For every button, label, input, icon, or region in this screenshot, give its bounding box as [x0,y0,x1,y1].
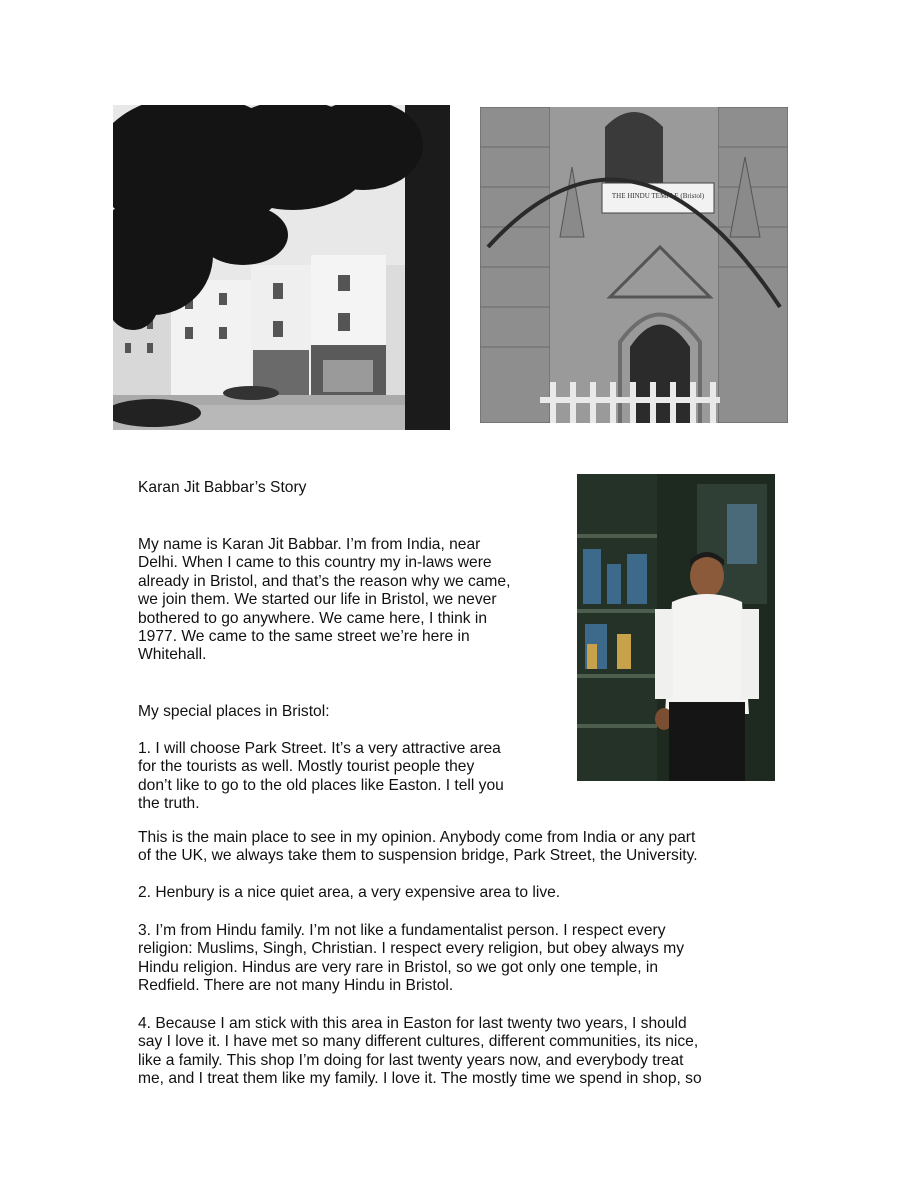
place-1-paragraph: 1. I will choose Park Street. It’s a very attractive area for the tourists as well. Mostly tourist people they don’t like to go to the old places like Easton. I tell you the truth. [138,740,504,813]
special-places-heading: My special places in Bristol: [138,703,330,720]
place-1-continuation-paragraph: This is the main place to see in my opinion. Anybody come from India or any part of the UK, we always take them to suspension bridge, Park Street, the University. [138,829,698,865]
place-4-paragraph: 4. Because I am stick with this area in Easton for last twenty two years, I should say I love it. I have met so many different cultures, different communities, its nice, like a family. This shop I’m doing for last twenty years now, and everybody treat me, and I treat them like my family. I love it. The mostly time we spend in shop, so [138,1015,702,1088]
portrait-photo [577,474,775,781]
place-3-paragraph: 3. I’m from Hindu family. I’m not like a fundamentalist person. I respect every religion: Muslims, Singh, Christian. I respect every religion, but obey always my Hindu religion. Hindus are very rare in Bristol, so we got only one temple, in Redfield. There are not many Hindu in Bristol. [138,922,685,995]
place-2-paragraph: 2. Henbury is a nice quiet area, a very expensive area to live. [138,884,561,901]
street-photo [113,105,450,430]
story-title: Karan Jit Babbar’s Story [138,479,307,496]
temple-sign-text: THE HINDU TEMPLE (Bristol) [611,192,705,200]
temple-photo [480,107,788,423]
intro-paragraph: My name is Karan Jit Babbar. I’m from India, near Delhi. When I came to this country my in-laws were already in Bristol, and that’s the reason why we came, we join them. We started our life in Bristol, we never bothered to go anywhere. We came here, I think in 1977. We came to the same street we’re here in Whitehall. [138,536,511,664]
